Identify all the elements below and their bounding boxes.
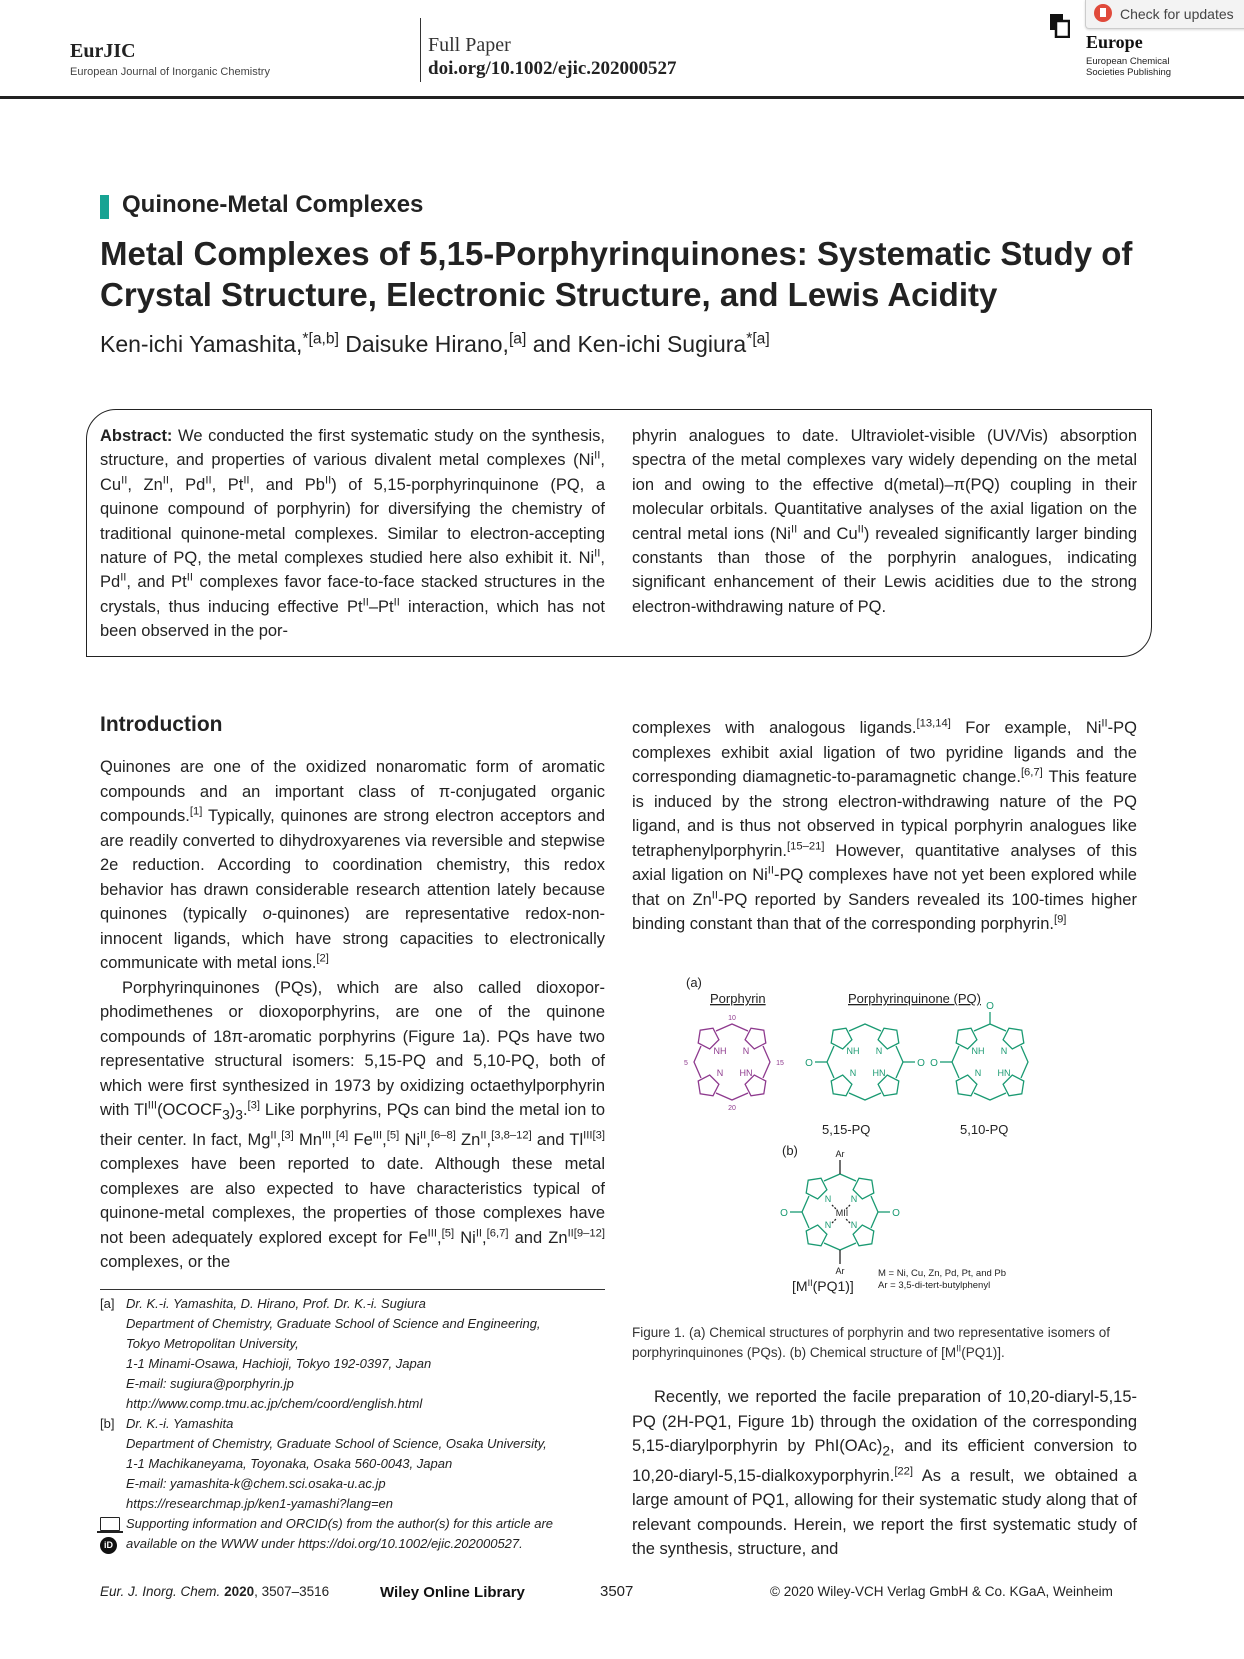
nitrogen-label: N (824, 1220, 832, 1230)
nitrogen-label: N (850, 1220, 858, 1230)
footnote-a-text: Dr. K.-i. Yamashita, D. Hirano, Prof. Dr. K.-i. Sugiura Department of Chemistry, Graduate School of Science and Engineering, Tokyo Metropolitan University, 1-1 Minami-Osawa, Hachioji, Tokyo 192-0397, Japan E-mail: sugiura@porphyrin.jp http://www.comp.tmu.ac.jp/chem/coord/english.html (126, 1296, 541, 1411)
meso-bridge (802, 1196, 809, 1228)
header-rule (0, 96, 1244, 99)
intro-column-1 (100, 755, 605, 1275)
publisher-subtitle: European Chemical Societies Publishing (1086, 56, 1172, 78)
pq-heading: Porphyrinquinone (PQ) (848, 991, 981, 1006)
meso-bridge (974, 1093, 1006, 1100)
check-for-updates-button[interactable] (1085, 0, 1244, 29)
pyrrole-ring (956, 1075, 977, 1096)
supporting-info-note (100, 1514, 610, 1554)
metal-pq1-label: $[M^{II}(PQ1)]$ (792, 1278, 854, 1294)
nh-label: NH (713, 1046, 727, 1056)
pq515-label: 5,15-PQ (822, 1122, 871, 1137)
footnote-a-tag: [a] (100, 1296, 115, 1311)
meso-number: 5 (684, 1060, 688, 1067)
footnote-b (100, 1414, 610, 1514)
footnote-b-tag: [b] (100, 1416, 115, 1431)
intro-paragraph-3: complexes with analogous ligands.[13,14] For example, $Ni^{II}-PQ$ complexes exhibit axial ligation of two pyridine ligands and the corresponding diamagnetic-to-paramagnetic change.[6,7] This feature is induced by the strong electron-withdrawing nature of the PQ ligand, and is thus not observed in typical porphyrin analogues like tetraphenylporphyrin.[15–21] However, quantitative analyses of this axial ligation on $Ni^{II}-PQ$ complexes have not yet been explored while that on $Zn^{II}-PQ$ reported by Sanders revealed its 100-times higher binding constant than that of the corresponding porphyrin.[9] (632, 717, 1137, 933)
nitrogen-label: N (824, 1194, 832, 1204)
figure-label-b: (b) (782, 1143, 798, 1158)
pyrrole-ring (698, 1075, 719, 1096)
footer-copyright: © 2020 Wiley-VCH Verlag GmbH & Co. KGaA, Weinheim (770, 1584, 1113, 1599)
intro-paragraph-4: Recently, we reported the facile preparation of 10,20-diaryl-5,15-PQ (2H-PQ1, Figure 1b) through the oxidation of the corresponding 5,15-diarylporphyrin by $PhI(OAc)_2$, and its efficient conversion to 10,20-diaryl-5,15-dialkoxyporphyrin.[22] As a result, we obtained a large amount of PQ1, allowing for their systematic study along that of relevant compounds. Herein, we report the first systematic study of the synthesis, structure, and (632, 1388, 1138, 1559)
footnote-a (100, 1294, 610, 1414)
author-list (100, 331, 770, 358)
pyrrole-ring (831, 1075, 852, 1096)
intro-paragraph-2: Porphyrinquinones (PQs), which are also called dioxoporphodimethenes or dioxoporphyrins, are one of the quinone compounds of 18π-aromatic porphyrins (Figure 1a). PQs have two representative structural isomers: 5,15-PQ and 5,10-PQ, both of which were first synthesized in 1973 by oxidizing octaethylporphyrin with $Tl^{III}(OCOCF_3)_3.[3]$ Like porphyrins, PQs can bind the metal ion to their center. In fact, $Mg^{II},[3]$ $Mn^{III},[4]$ $Fe^{III},[5]$ $Ni^{II},[6-8]$ $Zn^{II},[3,8-12]$ and $Tl^{III[3]}$ complexes have been reported to date. Although these metal complexes are also expected to have characteristics typical of quinone-metal complexes, the properties of those complexes have not been adequately explored except for $Fe^{III},[5]$ $Ni^{II},[6,7]$ and $Zn^{II[9-12]}$ complexes, or the (100, 978, 606, 1272)
nitrogen-label: N (974, 1068, 982, 1078)
pyrrole-ring (745, 1075, 766, 1096)
publisher-name: Europe (1086, 32, 1143, 52)
nitrogen-label: N (875, 1046, 883, 1056)
meso-bridge (827, 1046, 834, 1078)
abstract-label: Abstract: (100, 427, 173, 445)
meso-bridge (763, 1046, 770, 1078)
nh-label: NH (971, 1046, 985, 1056)
orcid-icon: iD (100, 1537, 117, 1554)
meso-number: 20 (728, 1105, 736, 1112)
abstract-text-1: We conducted the first systematic study on the synthesis, structure, and properties of various divalent metal complexes ($Ni^{II}$, $Cu^{II}$, $Zn^{II}$, $Pd^{II}$, $Pt^{II}$, and $Pb^{II}$) of 5,15-porphyrinquinone (PQ, a quinone compound of porphyrin) for diversifying the chemistry of traditional quinone-metal complexes. Similar to electron-accepting nature of PQ, the metal complexes studied here also exhibit it. $Ni^{II}$, $Pd^{II}$, and $Pt^{II}$ complexes favor face-to-face stacked structures in the crystals, thus inducing effective $Pt^{II}-Pt^{II}$ interaction, which has not been observed in the por- (100, 427, 606, 641)
intro-paragraph-1: Quinones are one of the oxidized nonaromatic form of aromatic compounds and an important class of π-conjugated organic compounds.[1] Typically, quinones are strong electron acceptors and are readily converted to dihydroxyarenes via reversible and stepwise 2e reduction. According to coordination chemistry, this redox behavior has drawn considerable research attention lately because quinones (typically o-quinones) are representative redox-non-innocent ligands, which have strong capacities to electronically communicate with metal ions.[2] (100, 758, 606, 972)
meso-number: 10 (728, 1015, 736, 1022)
pq515-structure (805, 1024, 925, 1100)
oxygen-label: O (986, 1001, 994, 1012)
nitrogen-label: N (850, 1194, 858, 1204)
meso-bridge (694, 1046, 701, 1078)
coordination-bond (832, 1218, 837, 1223)
meso-bridge (716, 1093, 748, 1100)
aryl-legend: Ar = 3,5-di-tert-butylphenyl (878, 1280, 991, 1291)
si-icons (100, 1514, 126, 1554)
nitrogen-label: N (1000, 1046, 1008, 1056)
meso-bridge (974, 1024, 1006, 1031)
journal-abbreviation: EurJIC (70, 40, 136, 62)
abstract-column-1 (100, 424, 605, 644)
metal-pq1-structure (780, 1149, 900, 1276)
meso-bridge (849, 1093, 881, 1100)
porphyrin-heading: Porphyrin (710, 991, 766, 1006)
oxygen-label: O (917, 1058, 925, 1069)
oxygen-label: O (805, 1058, 813, 1069)
footer-year: 2020 (224, 1584, 255, 1599)
laptop-icon (100, 1517, 120, 1531)
doi-link[interactable]: doi.org/10.1002/ejic.202000527 (428, 58, 677, 79)
page-number: 3507 (600, 1583, 634, 1600)
hn-label: HN (872, 1068, 886, 1078)
oxidation-state: II (807, 1278, 813, 1288)
meso-bridge (849, 1024, 881, 1031)
metal-legend: M = Ni, Cu, Zn, Pd, Pt, and Pb (878, 1268, 1007, 1279)
meso-bridge (716, 1024, 748, 1031)
hn-label: HN (997, 1068, 1011, 1078)
nh-label: NH (846, 1046, 860, 1056)
section-marker (100, 195, 109, 219)
authors-formatted: Ken-ichi Yamashita,$^{*[a,b]}$ Daisuke Hirano,[a] and Ken-ichi Sugiura$^{*[a]}$ (100, 330, 770, 357)
pq510-structure (930, 1001, 1028, 1100)
metal-label: MII (835, 1208, 849, 1218)
footer-pages: , 3507–3516 (254, 1584, 330, 1599)
pq510-label: 5,10-PQ (960, 1122, 1009, 1137)
article-title: Metal Complexes of 5,15-Porphyrinquinones: Systematic Study of Crystal Structure, Electronic Structure, and Lewis Acidity (100, 235, 1133, 313)
meso-bridge (824, 1174, 856, 1181)
footnote-b-text: Dr. K.-i. Yamashita Department of Chemistry, Graduate School of Science, Osaka University, 1-1 Machikaneyama, Toyonaka, Osaka 560-0043, Japan E-mail: yamashita-k@chem.sci.osaka-u.ac.jp https://researchmap.jp/ken1-yamashi?lang=en (126, 1416, 547, 1511)
supporting-info-text[interactable]: Supporting information and ORCID(s) from the author(s) for this article are available on the WWW under https://doi.org/10.1002/ejic.202000527. (126, 1516, 554, 1551)
footer-citation (100, 1584, 329, 1599)
figure-1 (680, 975, 1090, 1295)
porphyrin-structure (684, 1015, 784, 1112)
meso-bridge (1021, 1046, 1028, 1078)
nitrogen-label: N (849, 1068, 857, 1078)
meso-bridge (871, 1196, 878, 1228)
figure-label-a: (a) (686, 975, 702, 990)
aryl-label: Ar (835, 1149, 845, 1159)
abstract-column-2: phyrin analogues to date. Ultraviolet-visible (UV/Vis) absorption spectra of the metal complexes vary widely depending on the metal ion and owing to the effective d(metal)–π(PQ) coupling in their molecular orbitals. Quantitative analyses of the axial ligation on the central metal ions ($Ni^{II}$ and $Cu^{II}$) revealed significantly larger binding constants than those of the porphyrin analogues, indicating significant enhancement of their Lewis acidities due to the strong electron-withdrawing nature of PQ. (632, 427, 1137, 616)
section-label: Quinone-Metal Complexes (122, 191, 424, 218)
pyrrole-ring (1003, 1075, 1024, 1096)
check-for-updates-label: Check for updates (1120, 6, 1234, 22)
nitrogen-label: N (716, 1068, 724, 1078)
oxygen-label: O (780, 1208, 788, 1219)
oxygen-label: O (930, 1058, 938, 1069)
wiley-online-library[interactable]: Wiley Online Library (380, 1584, 525, 1601)
pyrrole-ring (878, 1075, 899, 1096)
bookmark-icon (1094, 4, 1112, 22)
journal-full-name: European Journal of Inorganic Chemistry (70, 66, 270, 78)
meso-number: 15 (776, 1060, 784, 1067)
affiliation-footnotes (100, 1294, 610, 1554)
figure-caption: Figure 1. (a) Chemical structures of porphyrin and two representative isomers of porphyrinquinones (PQs). (b) Chemical structure of $[M^{II}(PQ1)]$. (632, 1325, 1110, 1360)
meso-bridge (824, 1243, 856, 1250)
introduction-heading: Introduction (100, 713, 223, 736)
hn-label: HN (739, 1068, 753, 1078)
footnote-rule (100, 1289, 605, 1290)
paper-type: Full Paper (428, 34, 511, 56)
meso-bridge (952, 1046, 959, 1078)
aryl-label: Ar (835, 1266, 845, 1276)
coordination-bond (845, 1218, 850, 1223)
chemistry-europe-logo-icon (1050, 14, 1070, 38)
complex-name: (PQ1)] (812, 1278, 854, 1294)
nitrogen-label: N (742, 1046, 750, 1056)
meso-bridge (896, 1046, 903, 1078)
header-divider (420, 18, 421, 82)
oxygen-label: O (892, 1208, 900, 1219)
footer-journal: Eur. J. Inorg. Chem. (100, 1584, 221, 1599)
